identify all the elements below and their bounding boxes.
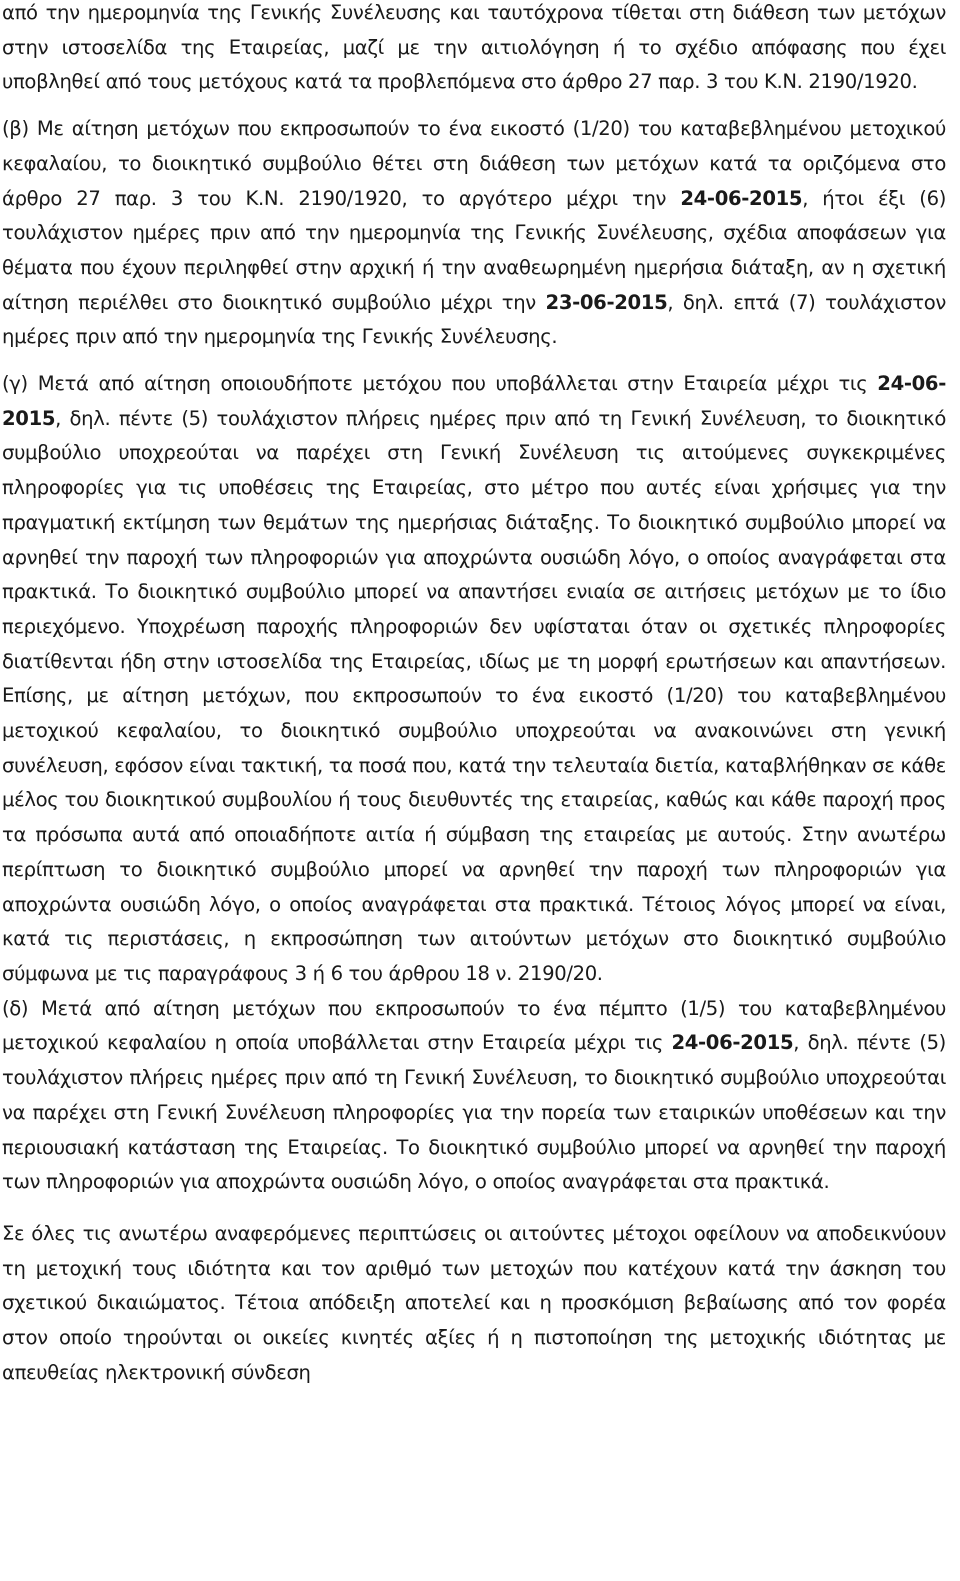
paragraph-d	[2, 992, 946, 1200]
paragraph-text: , ήτοι έξι (6) τουλάχιστον ημέρες πριν από την ημερομηνία της Γενικής Συνέλευσης, σχέδια αποφάσεων για θέματα που έχουν περιληφθεί στην αρχική ή την αναθεωρημένη ημερήσια διάταξη, αν η σχετική αίτηση περιέλθει στο διοικητικό συμβούλιο μέχρι την	[2, 186, 946, 314]
paragraph-text: , δηλ. πέντε (5) τουλάχιστον πλήρεις ημέρες πριν από τη Γενική Συνέλευση, το διοικητικό συμβούλιο υποχρεούται να παρέχει στη Γενική Συνέλευση πληροφορίες για την πορεία των εταιρικών υποθέσεων και την περιουσιακή κατάσταση της Εταιρείας. Το διοικητικό συμβούλιο μπορεί να αρνηθεί την παροχή των πληροφοριών για αποχρώντα ουσιώδη λόγο, ο οποίος αναγράφεται στα πρακτικά.	[2, 1031, 946, 1194]
deadline-date: 24-06-2015	[671, 1031, 794, 1055]
paragraph-text: (β) Με αίτηση μετόχων που εκπροσωπούν το ένα εικοστό (1/20) του καταβεβλημένου μετοχικού κεφαλαίου, το διοικητικό συμβούλιο θέτει στη διάθεση των μετόχων κατά τα οριζόμενα στο άρθρο 27 παρ. 3 του Κ.Ν. 2190/1920, το αργότερο μέχρι την	[2, 117, 946, 210]
paragraph-text: , δηλ. πέντε (5) τουλάχιστον πλήρεις ημέρες πριν από τη Γενική Συνέλευση, το διοικητικό συμβούλιο υποχρεούται να παρέχει στη Γενική Συνέλευση τις αιτούμενες συγκεκριμένες πληροφορίες για τις υποθέσεις της Εταιρείας, στο μέτρο που αυτές είναι χρήσιμες για την πραγματική εκτίμηση των θεμάτων της ημερήσιας διάταξης. Το διοικητικό συμβούλιο μπορεί να αρνηθεί την παροχή των πληροφοριών για αποχρώντα ουσιώδη λόγο, ο οποίος αναγράφεται στα πρακτικά. Το διοικητικό συμβούλιο μπορεί να απαντήσει ενιαία σε αιτήσεις μετόχων με το ίδιο περιεχόμενο. Υποχρέωση παροχής πληροφοριών δεν υφίσταται όταν οι σχετικές πληροφορίες διατίθενται ήδη στην ιστοσελίδα της Εταιρείας, ιδίως με τη μορφή ερωτήσεων και απαντήσεων. Επίσης, με αίτηση μετόχων, που εκπροσωπούν το ένα εικοστό (1/20) του καταβεβλημένου μετοχικού κεφαλαίου, το διοικητικό συμβούλιο υποχρεούται να ανακοινώνει στη γενική συνέλευση, εφόσον είναι τακτική, τα ποσά που, κατά την τελευταία διετία, καταβλήθηκαν σε κάθε μέλος του διοικητικού συμβουλίου ή τους διευθυντές της εταιρείας, καθώς και κάθε παροχή προς τα πρόσωπα αυτά από οποιαδήποτε αιτία ή σύμβαση της εταιρείας με αυτούς. Στην ανωτέρω περίπτωση το διοικητικό συμβούλιο μπορεί να αρνηθεί την παροχή των πληροφοριών για αποχρώντα ουσιώδη λόγο, ο οποίος αναγράφεται στα πρακτικά. Τέτοιος λόγος μπορεί να είναι, κατά τις περιστάσεις, η εκπροσώπηση των αιτούντων μετόχων στο διοικητικό συμβούλιο σύμφωνα με τις παραγράφους 3 ή 6 του άρθρου 18 ν. 2190/20.	[2, 406, 946, 985]
paragraph-text: (δ) Μετά από αίτηση μετόχων που εκπροσωπούν το ένα πέμπτο (1/5) του καταβεβλημένου μετοχικού κεφαλαίου η οποία υποβάλλεται στην Εταιρεία μέχρι τις	[2, 996, 946, 1055]
deadline-date: 24-06-2015	[680, 186, 803, 210]
deadline-date: 24-06-2015	[2, 372, 946, 430]
document-page	[2, 0, 946, 1390]
paragraph-c	[2, 367, 946, 992]
paragraph-text: από την ημερομηνία της Γενικής Συνέλευσης και ταυτόχρονα τίθεται στη διάθεση των μετόχων στην ιστοσελίδα της Εταιρείας, μαζί με την αιτιολόγηση ή το σχέδιο απόφασης που έχει υποβληθεί από τους μετόχους κατά τα προβλεπόμενα στο άρθρο 27 παρ. 3 του Κ.Ν. 2190/1920.	[2, 1, 946, 94]
paragraph-continuation	[2, 0, 946, 100]
paragraph-text: (γ) Μετά από αίτηση οποιουδήποτε μετόχου που υποβάλλεται στην Εταιρεία μέχρι τις	[2, 372, 878, 396]
paragraph-text: , δηλ. επτά (7) τουλάχιστον ημέρες πριν από την ημερομηνία της Γενικής Συνέλευσης.	[2, 290, 946, 349]
paragraph-b	[2, 112, 946, 355]
paragraph-text: Σε όλες τις ανωτέρω αναφερόμενες περιπτώσεις οι αιτούντες μέτοχοι οφείλουν να αποδεικνύουν τη μετοχική τους ιδιότητα και τον αριθμό των μετοχών που κατέχουν κατά την άσκηση του σχετικού δικαιώματος. Τέτοια απόδειξη αποτελεί και η προσκόμιση βεβαίωσης από τον φορέα στον οποίο τηρούνται οι οικείες κινητές αξίες ή η πιστοποίηση της μετοχικής ιδιότητας με απευθείας ηλεκτρονική σύνδεση	[2, 1221, 946, 1384]
paragraph-proof	[2, 1217, 946, 1391]
deadline-date: 23-06-2015	[545, 290, 668, 314]
